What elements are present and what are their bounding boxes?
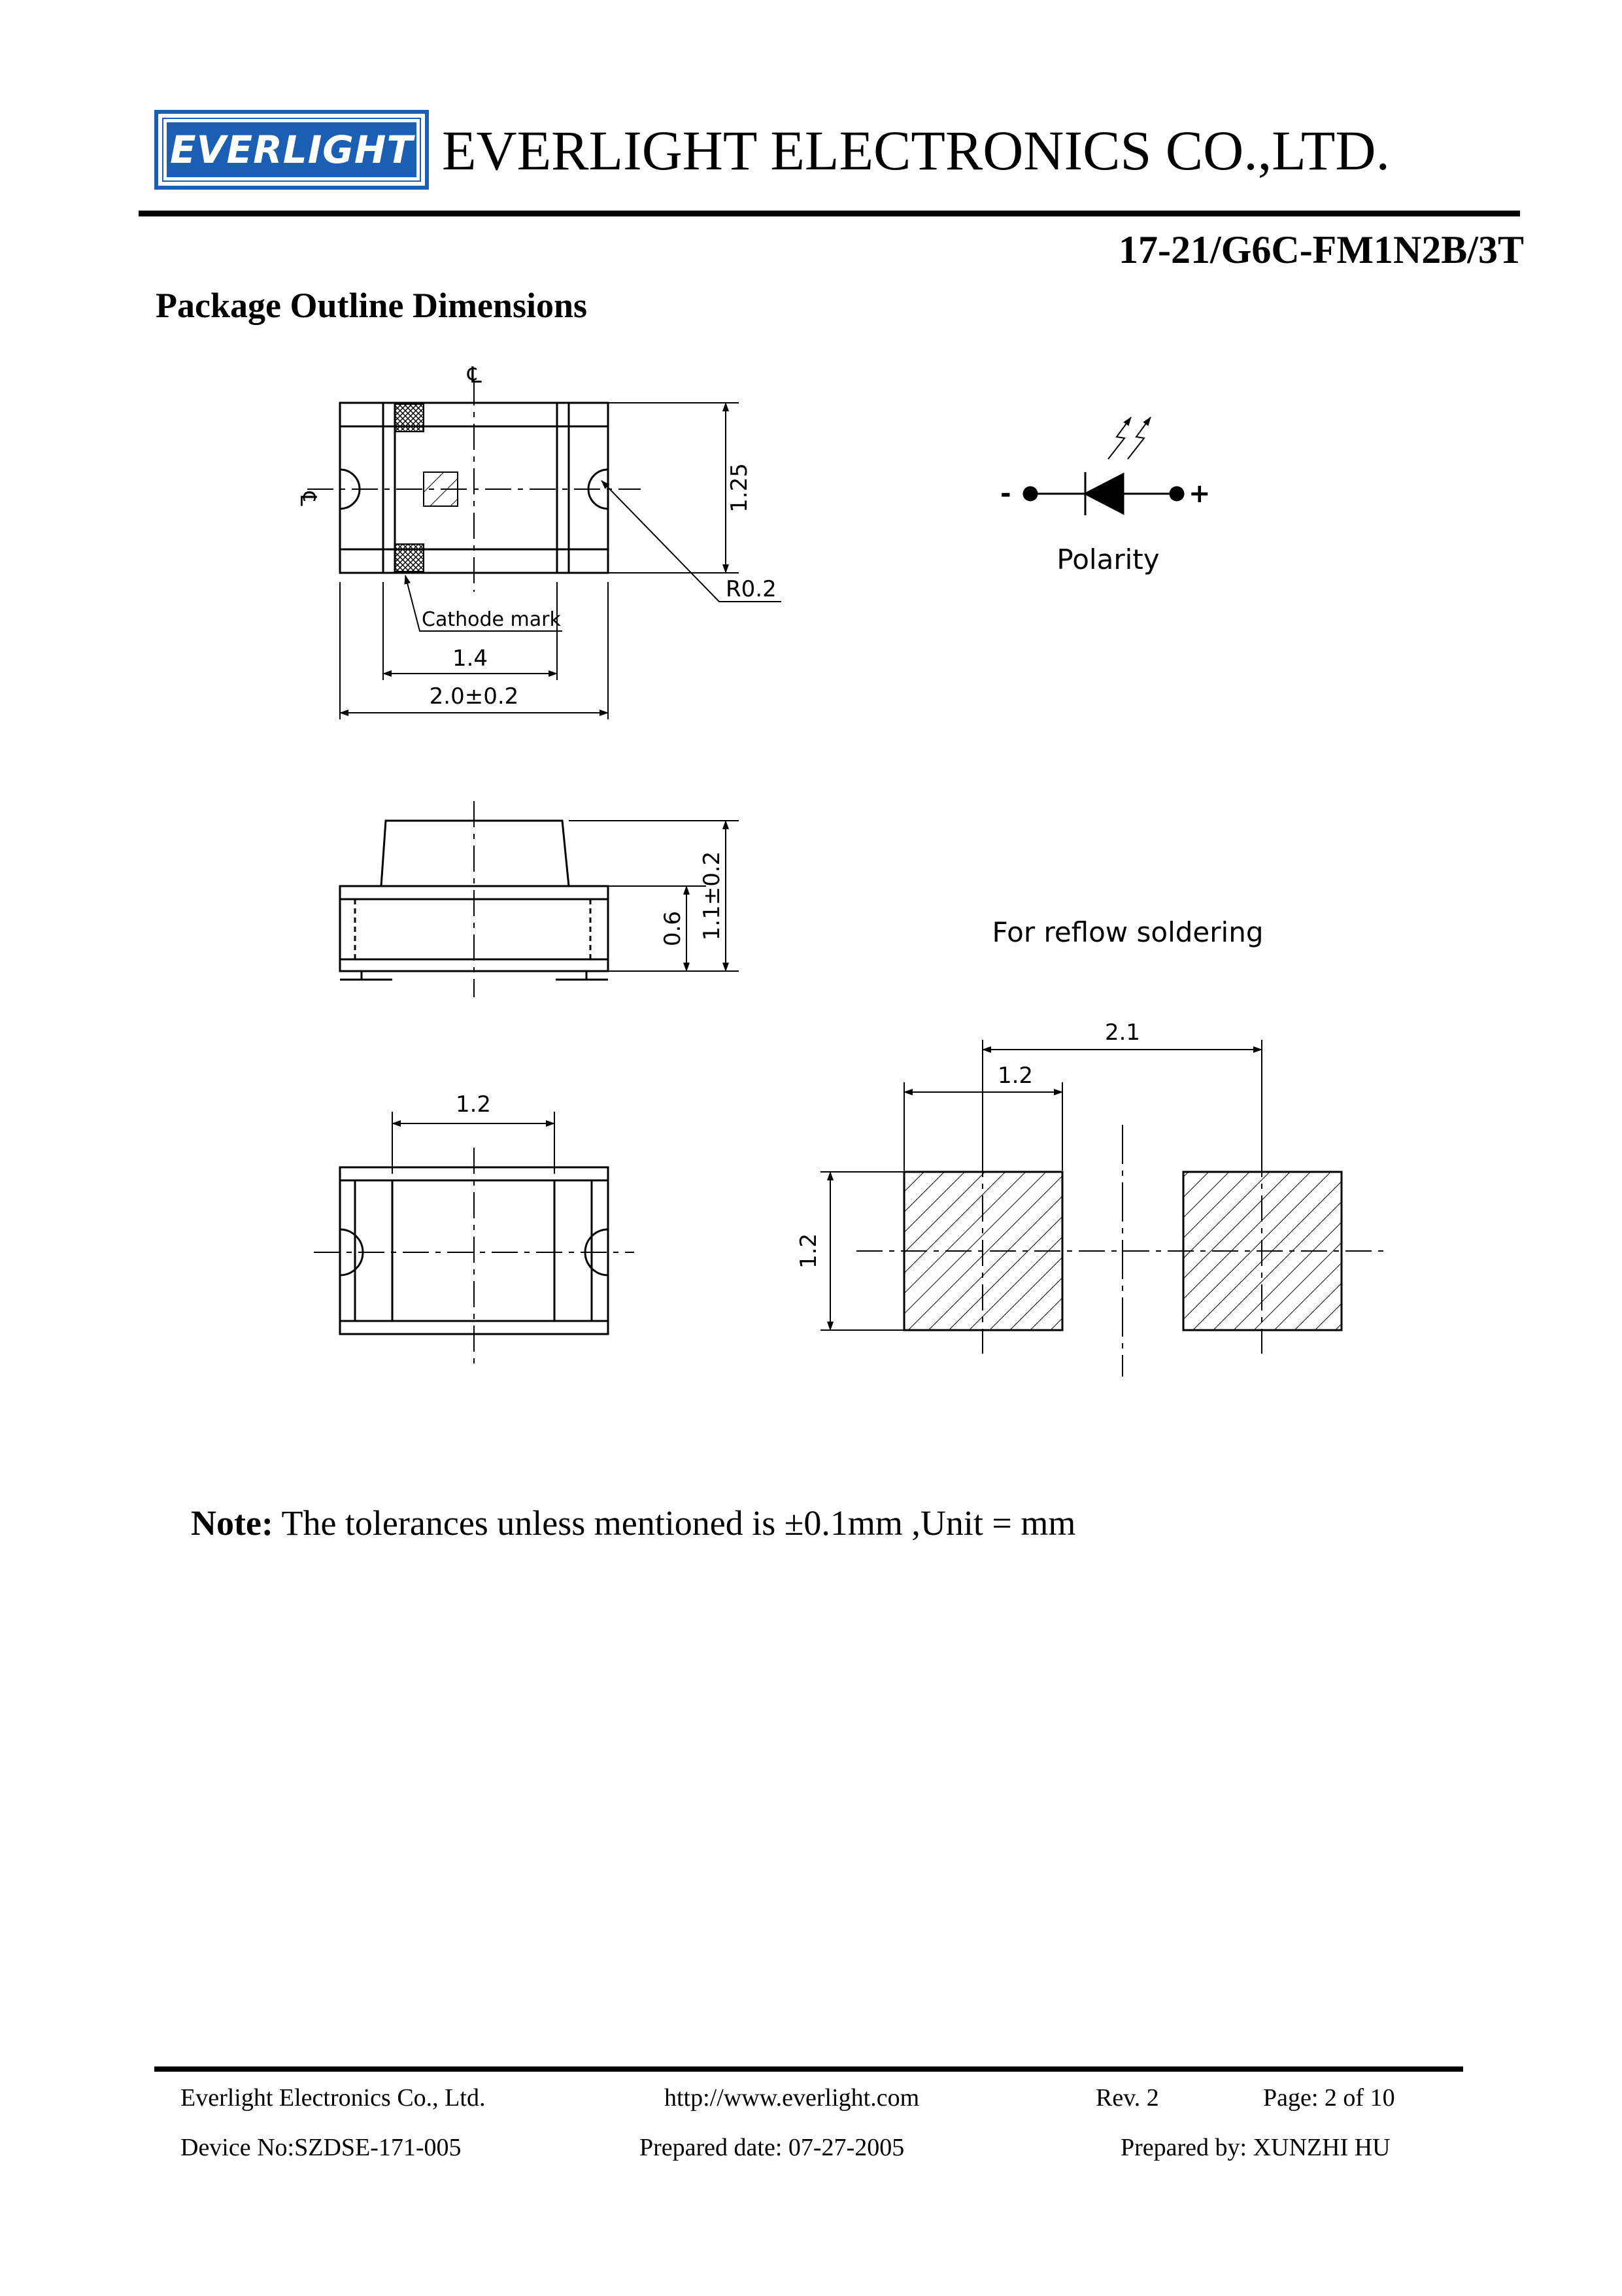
height-label: 1.25 [726, 463, 752, 513]
footer-page: Page: 2 of 10 [1263, 2084, 1395, 2112]
reflow-label: For reflow soldering [992, 916, 1264, 948]
section-title: Package Outline Dimensions [156, 286, 588, 325]
body-height-label: 1.1±0.2 [699, 851, 725, 941]
cathode-label: Cathode mark [422, 608, 561, 631]
polarity-plus: + [1189, 479, 1211, 509]
solder-pad-layout [820, 1040, 1386, 1377]
company-name: EVERLIGHT ELECTRONICS CO.,LTD. [442, 119, 1391, 182]
polarity-minus: - [1000, 479, 1011, 509]
footer-prepared-by: Prepared by: XUNZHI HU [1121, 2134, 1391, 2161]
logo-text: EVERLIGHT [169, 128, 414, 172]
radius-label: R0.2 [726, 576, 777, 602]
bottom-gap-label: 1.2 [455, 1091, 492, 1118]
total-width-label: 2.0±0.2 [429, 683, 519, 710]
side-view-lens [381, 821, 569, 886]
footer-rule [154, 2066, 1463, 2072]
polarity-symbol [1024, 417, 1183, 515]
side-view [340, 801, 739, 997]
top-view [307, 379, 781, 719]
pad-pitch-label: 2.1 [1104, 1019, 1141, 1046]
cathode-mark-bottom [395, 544, 424, 572]
centerline-top-label: ℄ [467, 362, 482, 388]
bottom-view [314, 1112, 634, 1363]
footer-prepared-date: Prepared date: 07-27-2005 [639, 2134, 905, 2161]
footer-url[interactable]: http://www.everlight.com [664, 2084, 920, 2112]
tolerance-note [191, 1503, 1075, 1543]
note-text: The tolerances unless mentioned is ±0.1mm ,Unit = mm [281, 1503, 1076, 1543]
cathode-mark-top [395, 404, 424, 432]
centerline-left-label: ℄ [295, 492, 321, 506]
footer-rev: Rev. 2 [1096, 2084, 1159, 2112]
note-label: Note: [191, 1503, 273, 1543]
footer-company: Everlight Electronics Co., Ltd. [180, 2084, 486, 2112]
polarity-label: Polarity [1056, 543, 1160, 575]
inner-width-label: 1.4 [452, 645, 488, 672]
part-number: 17-21/G6C-FM1N2B/3T [1119, 228, 1524, 271]
pad-width-label: 1.2 [997, 1063, 1034, 1089]
pad-size-label: 1.2 [796, 1233, 822, 1269]
footer-device-no: Device No:SZDSE-171-005 [180, 2134, 462, 2161]
pad-height-label: 0.6 [660, 910, 686, 947]
